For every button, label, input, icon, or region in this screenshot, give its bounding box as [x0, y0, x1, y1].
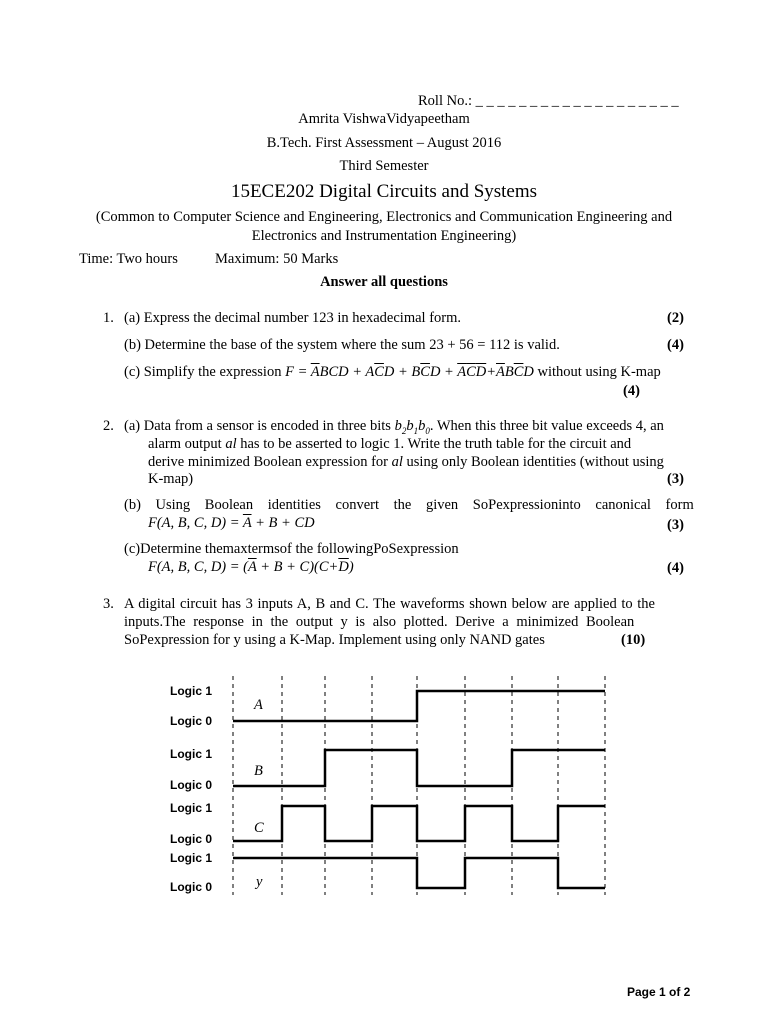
q2a-var: al [225, 436, 237, 452]
q2a-line2-pre: alarm output [148, 436, 222, 452]
q3-number: 3. [103, 596, 114, 612]
q2a-line2-post: has to be asserted to logic 1. Write the truth table for the circuit and [240, 436, 632, 452]
b-logic0-label: Logic 0 [170, 778, 213, 792]
max-marks: Maximum: 50 Marks [215, 251, 339, 267]
b-logic1-label: Logic 1 [170, 747, 213, 761]
q3-marks: (10) [621, 632, 646, 648]
signal-b-label: B [254, 763, 263, 779]
q2c-marks: (4) [667, 560, 684, 576]
q2a-line1-post: . When this three bit value exceeds 4, an [429, 418, 664, 434]
a-logic1-label: Logic 1 [170, 684, 213, 698]
semester: Third Semester [339, 158, 429, 174]
waveform-A [233, 691, 605, 721]
q2a-line1-pre: (a) Data from a sensor is encoded in three bits [124, 418, 391, 434]
q1c-prefix: (c) Simplify the expression [124, 364, 282, 380]
exam-title: B.Tech. First Assessment – August 2016 [266, 135, 502, 151]
signal-c-label: C [254, 820, 264, 836]
q2b-line1: (b) Using Boolean identities convert the given SoPexpressioninto canonical form [124, 497, 694, 513]
roll-number-field: Roll No.: _ _ _ _ _ _ _ _ _ _ _ _ _ _ _ _ _ _ _ [418, 93, 679, 109]
q2a-line3-post: using only Boolean identities (without using [406, 454, 664, 470]
waveform-B [233, 750, 605, 786]
q2a-var-2: al [391, 454, 403, 470]
q1b-marks: (4) [667, 337, 684, 353]
c-logic1-label: Logic 1 [170, 801, 213, 815]
waveform-C [233, 806, 605, 841]
q1b-text: (b) Determine the base of the system where the sum 23 + 56 = 112 is valid. [124, 337, 560, 353]
q2-number: 2. [103, 418, 114, 434]
q2b-marks: (3) [667, 517, 684, 533]
a-logic0-label: Logic 0 [170, 714, 213, 728]
q2a-bits: $b_2b_1b_0$ [394, 418, 430, 436]
signal-a-label: A [254, 697, 263, 713]
q2c-line1: (c)Determine themaxtermsof the followingPoSexpression [124, 541, 459, 557]
q2a-line3-pre: derive minimized Boolean expression for [148, 454, 388, 470]
q3-line1: A digital circuit has 3 inputs A, B and C. The waveforms shown below are applied to the [124, 596, 655, 612]
q2b-expression: F(A, B, C, $D) = \overline{A} + B$ + CD [148, 515, 315, 531]
common-line-2: Electronics and Instrumentation Engineering) [251, 228, 517, 244]
q2a-marks: (3) [667, 471, 684, 487]
instruction: Answer all questions [320, 274, 448, 290]
q1-number: 1. [103, 310, 114, 326]
signal-y-label: y [256, 874, 263, 890]
page-number: Page 1 of 2 [627, 985, 691, 999]
q3-line3: SoPexpression for y using a K-Map. Implement using only NAND gates [124, 632, 545, 648]
university-text: Amrita VishwaVidyapeetham [298, 111, 470, 127]
c-logic0-label: Logic 0 [170, 832, 213, 846]
common-line-1: (Common to Computer Science and Engineering, Electronics and Communication Engineering and [95, 209, 673, 225]
q1a-text: (a) Express the decimal number 123 in hexadecimal form. [124, 310, 462, 326]
q2a-line4: K-map) [148, 471, 194, 487]
q3-line2: inputs.The response in the output y is also plotted. Derive a minimized Boolean [124, 614, 635, 630]
y-logic1-label: Logic 1 [170, 851, 213, 865]
q1a-marks: (2) [667, 310, 684, 326]
course-title: 15ECE202 Digital Circuits and Systems [230, 181, 538, 202]
y-logic0-label: Logic 0 [170, 880, 213, 894]
q1c-expression: $F = \overline{A}BCD + A\overline{C}D + B\overline{C}D + \overline{A}\overline{C}\overline{D}+\overline{A}B\overline{C}D$ [285, 364, 534, 380]
q1c-suffix: without using K-map [537, 364, 661, 380]
q2c-expression: F(A, B, C, $D) = (\overline{A} + B + C)(C+\overline{D})$ [148, 559, 354, 575]
exam-time: Time: Two hours [79, 251, 178, 267]
waveform-y [233, 858, 605, 888]
q1c-marks: (4) [623, 383, 640, 399]
